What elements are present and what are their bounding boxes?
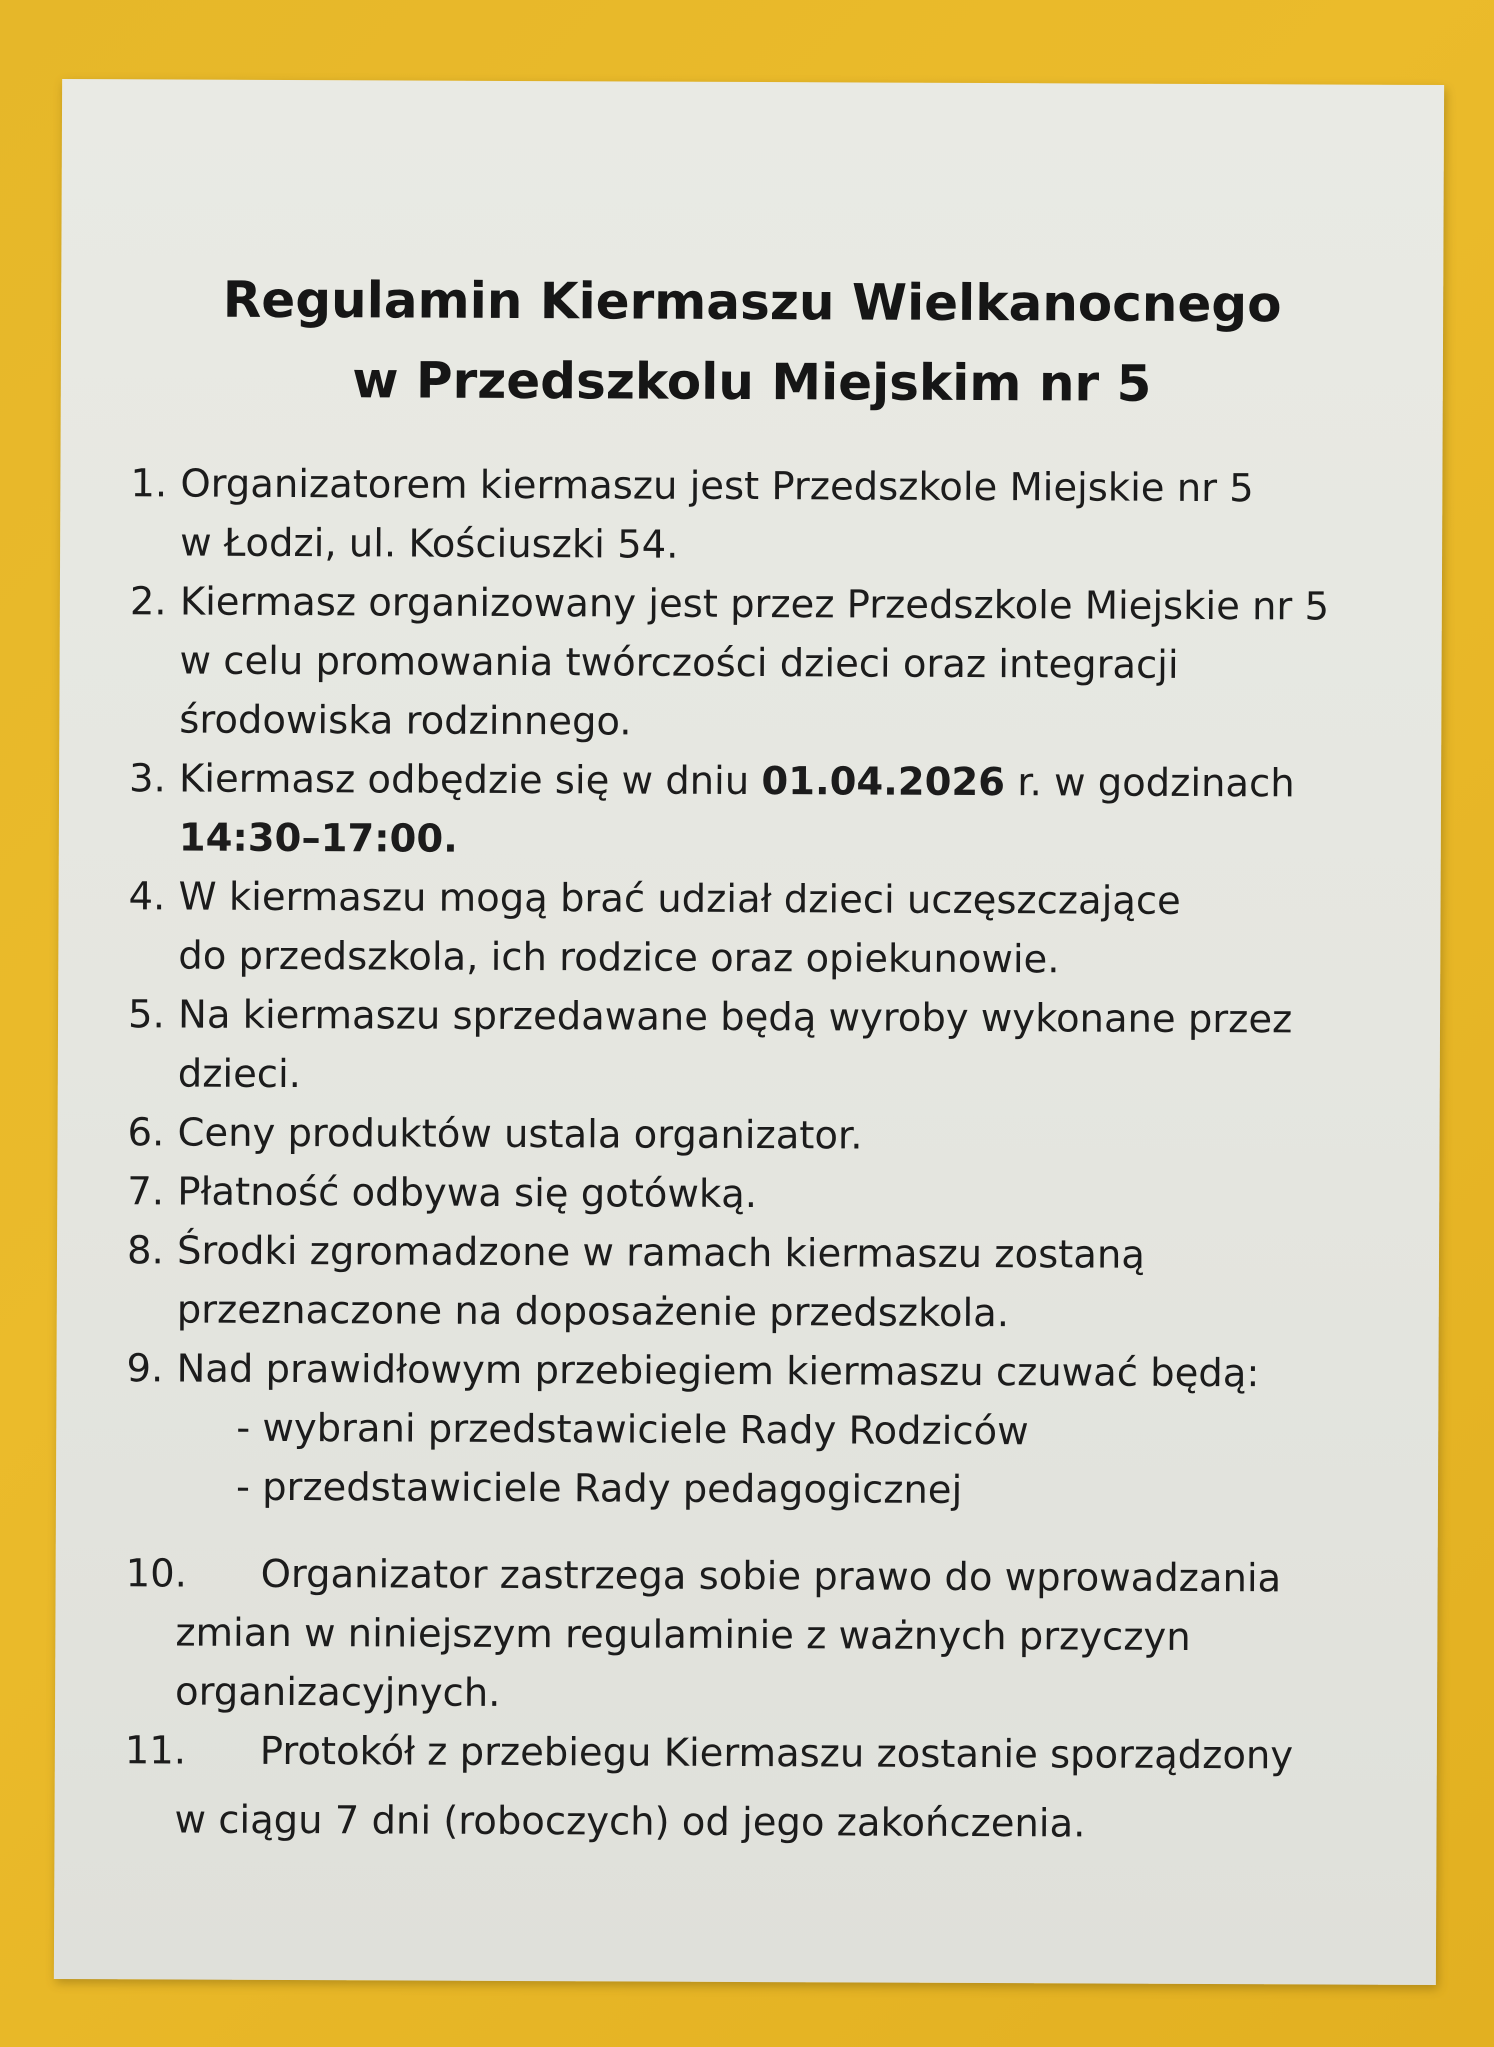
rule-line: Kiermasz organizowany jest przez Przedszkole Miejskie nr 5 xyxy=(179,579,1330,630)
fair-date: 01.04.2026 xyxy=(761,759,1006,806)
rules-list xyxy=(124,454,1410,1855)
rule-line: w celu promowania twórczości dzieci oraz integracji xyxy=(179,638,1179,688)
rule-9 xyxy=(126,1339,1406,1404)
rule-number: 1. xyxy=(130,461,168,507)
rule-1 xyxy=(130,454,1411,578)
rule-10 xyxy=(125,1544,1406,1727)
rule-11 xyxy=(124,1721,1405,1855)
rule-line: zmian w niniejszym regulaminie z ważnych przyczyn xyxy=(175,1610,1191,1660)
rule-text: r. w godzinach xyxy=(1004,760,1295,807)
rule-line: Nad prawidłowym przebiegiem kiermaszu czuwać będą: xyxy=(176,1346,1260,1397)
rule-number: 2. xyxy=(129,579,167,625)
rule-line: Płatność odbywa się gotówką. xyxy=(177,1169,758,1218)
rule-2 xyxy=(129,572,1410,755)
rule-line: W kiermaszu mogą brać udział dzieci uczęszczające xyxy=(178,874,1181,924)
rule-text: Kiermasz odbędzie się w dniu xyxy=(179,756,762,805)
rule-6 xyxy=(127,1103,1407,1168)
rule-5 xyxy=(128,985,1409,1109)
rule-4 xyxy=(128,867,1409,991)
rule-line: Protokół z przebiegu Kiermaszu zostanie sporządzony xyxy=(259,1728,1294,1779)
rule-line: Organizator zastrzega sobie prawo do wprowadzania xyxy=(260,1551,1282,1602)
title-line-2: w Przedszkolu Miejskim nr 5 xyxy=(352,351,1152,413)
rule-line xyxy=(179,750,1409,814)
rule-line: dzieci. xyxy=(177,1051,302,1098)
rule-number: 7. xyxy=(127,1169,165,1215)
rule-line: w Łodzi, ul. Kościuszki 54. xyxy=(180,520,679,568)
rule-line: przeznaczone na doposażenie przedszkola. xyxy=(176,1287,1010,1337)
rule-line: Środki zgromadzone w ramach kiermaszu zostaną xyxy=(176,1228,1145,1278)
rule-number: 5. xyxy=(127,992,165,1038)
notice-sheet xyxy=(54,79,1444,1985)
rule-number: 11. xyxy=(124,1728,187,1774)
rule-line: w ciągu 7 dni (roboczych) od jego zakończenia. xyxy=(174,1797,1086,1847)
rule-number: 9. xyxy=(126,1346,164,1392)
rule-line: Na kiermaszu sprzedawane będą wyroby wykonane przez xyxy=(177,992,1293,1043)
rule-number: 3. xyxy=(129,756,166,802)
rule-line: środowiska rodzinnego. xyxy=(179,697,632,745)
rule-line: do przedszkola, ich rodzice oraz opiekunowie. xyxy=(178,933,1060,983)
rule-line: Ceny produktów ustala organizator. xyxy=(177,1110,863,1159)
fair-hours: 14:30–17:00. xyxy=(178,815,458,862)
rule-number: 4. xyxy=(128,874,166,920)
rule-number: 10. xyxy=(125,1551,187,1597)
sub-item-parents-council: - wybrani przedstawiciele Rady Rodziców xyxy=(236,1405,1029,1455)
rule-number: 8. xyxy=(126,1228,164,1274)
title-line-1: Regulamin Kiermaszu Wielkanocnego xyxy=(222,270,1282,334)
rule-line: organizacyjnych. xyxy=(175,1669,501,1716)
rule-3 xyxy=(129,749,1410,873)
rule-8 xyxy=(127,1221,1408,1345)
document-title xyxy=(61,259,1444,425)
rule-line: Organizatorem kiermaszu jest Przedszkole Miejskie nr 5 xyxy=(180,461,1254,512)
rule-7 xyxy=(127,1162,1407,1227)
rule-number: 6. xyxy=(127,1110,165,1156)
sub-item-teachers-council: - przedstawiciele Rady pedagogicznej xyxy=(235,1464,963,1513)
